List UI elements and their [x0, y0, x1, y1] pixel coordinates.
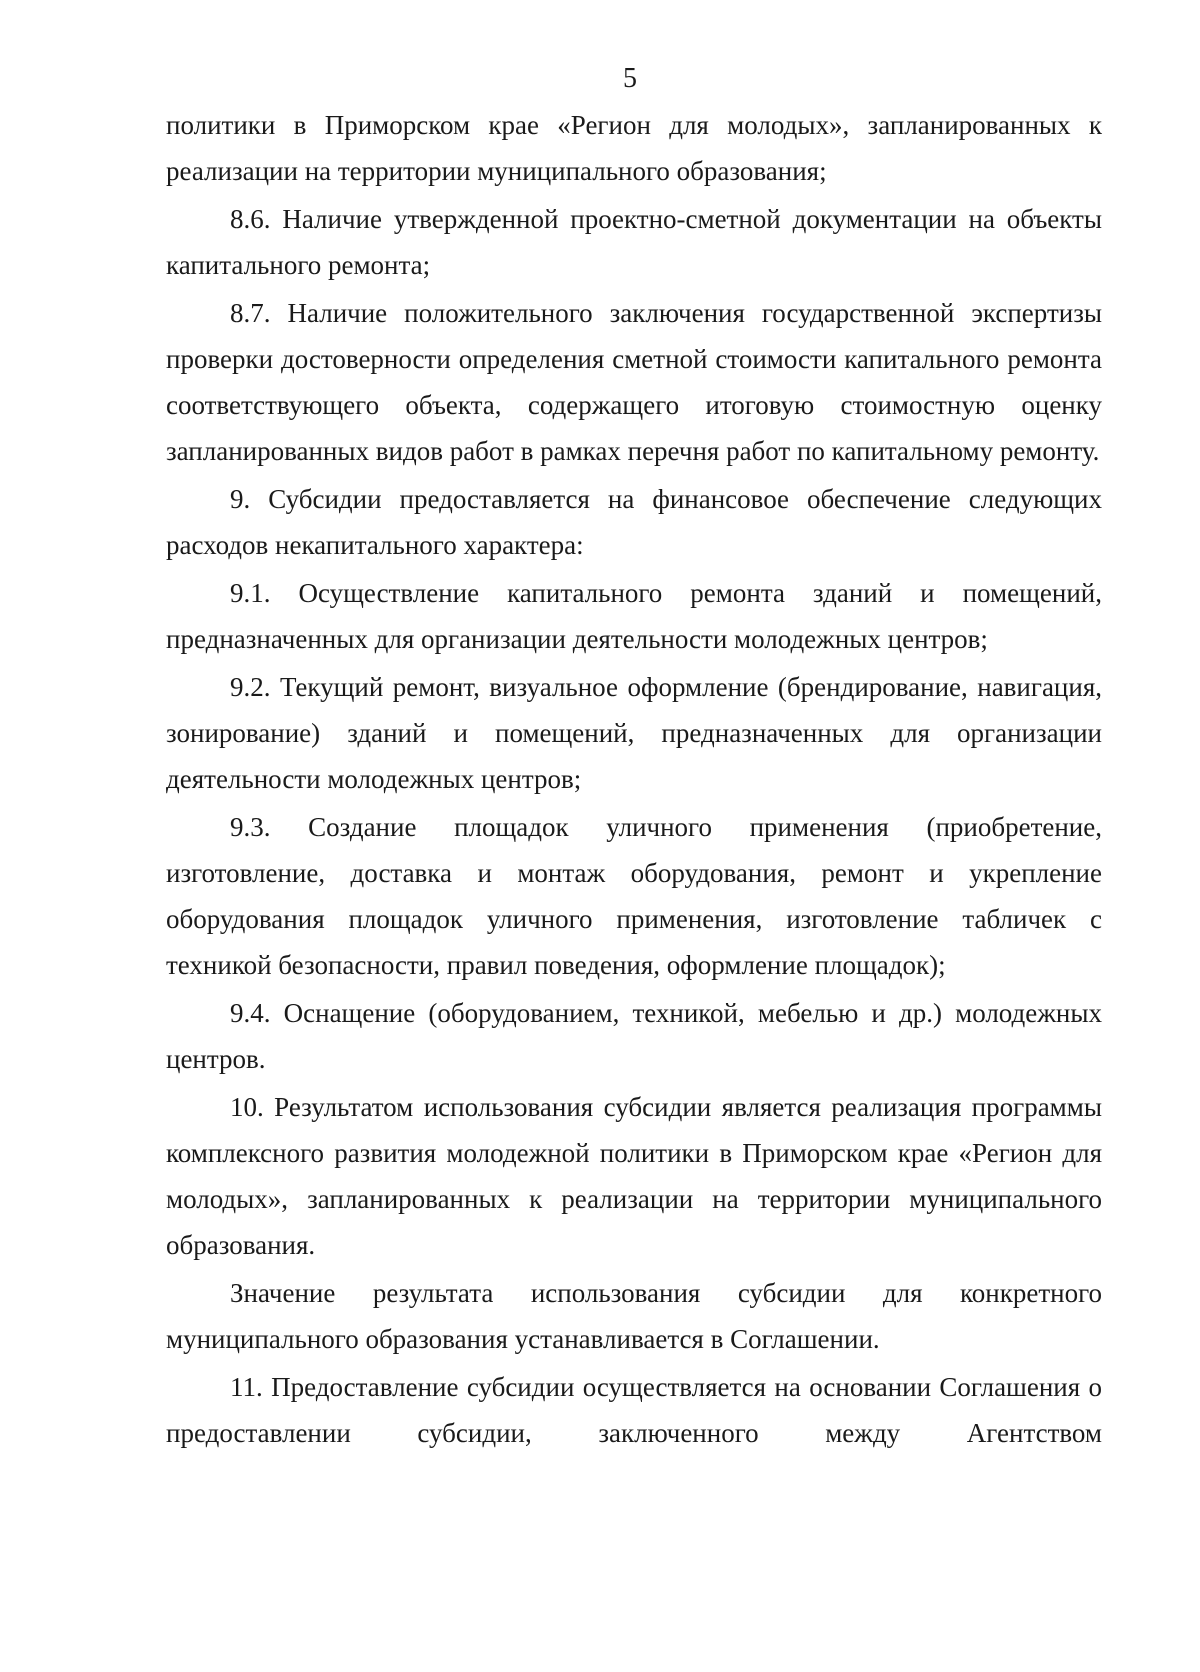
- paragraph-9-3: 9.3. Создание площадок уличного применения (приобретение, изготовление, доставка и монтаж оборудования, ремонт и укрепление оборудования площадок уличного применения, изготовление табличек с техникой безопасности, правил поведения, оформление площадок);: [166, 812, 1102, 980]
- paragraph-9-1: 9.1. Осуществление капитального ремонта зданий и помещений, предназначенных для организации деятельности молодежных центров;: [166, 578, 1102, 654]
- paragraph-8-6: 8.6. Наличие утвержденной проектно-сметной документации на объекты капитального ремонта;: [166, 204, 1102, 280]
- paragraph-11: 11. Предоставление субсидии осуществляется на основании Соглашения о предоставлении субсидии, заключенного между Агентством: [166, 1372, 1102, 1448]
- paragraph-9: 9. Субсидии предоставляется на финансовое обеспечение следующих расходов некапитального характера:: [166, 484, 1102, 560]
- paragraph-9-4: 9.4. Оснащение (оборудованием, техникой, мебелью и др.) молодежных центров.: [166, 998, 1102, 1074]
- page-number: 5: [623, 63, 637, 94]
- paragraph-9-2: 9.2. Текущий ремонт, визуальное оформление (брендирование, навигация, зонирование) зданий и помещений, предназначенных для организации деятельности молодежных центров;: [166, 672, 1102, 794]
- paragraph-10: 10. Результатом использования субсидии является реализация программы комплексного развития молодежной политики в Приморском крае «Регион для молодых», запланированных к реализации на территории муниципального образования.: [166, 1092, 1102, 1260]
- document-body: [166, 102, 1102, 1456]
- paragraph-10-value: Значение результата использования субсидии для конкретного муниципального образования устанавливается в Соглашении.: [166, 1278, 1102, 1354]
- paragraph-8-7: 8.7. Наличие положительного заключения государственной экспертизы проверки достоверности определения сметной стоимости капитального ремонта соответствующего объекта, содержащего итоговую стоимостную оценку запланированных видов работ в рамках перечня работ по капитальному ремонту.: [166, 298, 1102, 466]
- paragraph-continuation: политики в Приморском крае «Регион для молодых», запланированных к реализации на территории муниципального образования;: [166, 110, 1102, 186]
